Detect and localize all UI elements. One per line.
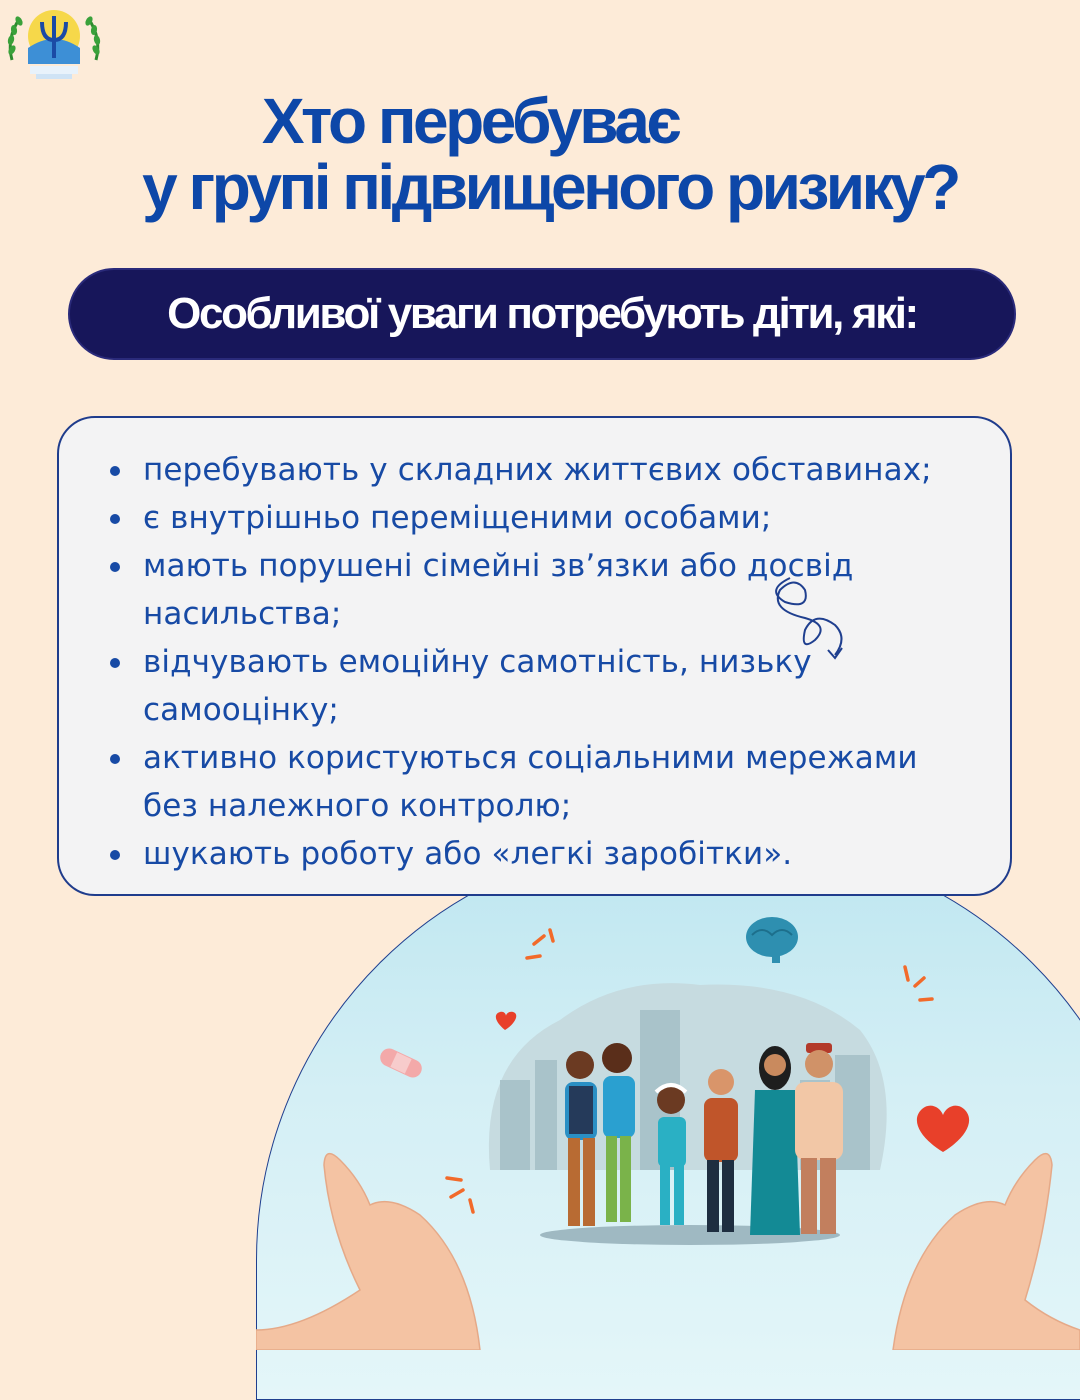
title-line-2: у групі підвищеного ризику? xyxy=(142,151,958,223)
logo-icon xyxy=(4,0,104,82)
swirl-arrow-icon xyxy=(760,570,860,665)
bullet-icon xyxy=(110,658,120,668)
list-item: активно користуються соціальними мережами без належного контролю; xyxy=(143,734,980,830)
bullet-icon xyxy=(110,562,120,572)
list-item: мають порушені сімейні зв’язки або досвід насильства; xyxy=(143,542,980,638)
title-line-1: Хто перебуває xyxy=(261,85,679,157)
people-illustration xyxy=(256,900,1080,1350)
page-title xyxy=(0,85,1080,223)
list-item: відчувають емоційну самотність, низьку самооцінку; xyxy=(143,638,980,734)
brain-icon xyxy=(746,917,798,963)
subtitle-banner xyxy=(68,268,1016,360)
heart-large-icon xyxy=(917,1106,969,1152)
list-item: перебувають у складних життєвих обставинах; xyxy=(143,446,980,494)
bullet-icon xyxy=(110,514,120,524)
risk-list xyxy=(59,418,1010,878)
subtitle-banner-text: Особливої уваги потребують діти, які: xyxy=(167,289,917,338)
right-hand xyxy=(893,1154,1080,1350)
risk-list-card xyxy=(57,416,1012,896)
bullet-icon xyxy=(110,850,120,860)
bullet-icon xyxy=(110,754,120,764)
list-item: є внутрішньо переміщеними особами; xyxy=(143,494,980,542)
left-hand xyxy=(256,1154,480,1350)
person-3 xyxy=(656,1085,686,1225)
bullet-icon xyxy=(110,466,120,476)
list-item: шукають роботу або «легкі заробітки». xyxy=(143,830,980,878)
heart-small-icon xyxy=(496,1012,516,1030)
bandage-icon xyxy=(377,1046,424,1081)
